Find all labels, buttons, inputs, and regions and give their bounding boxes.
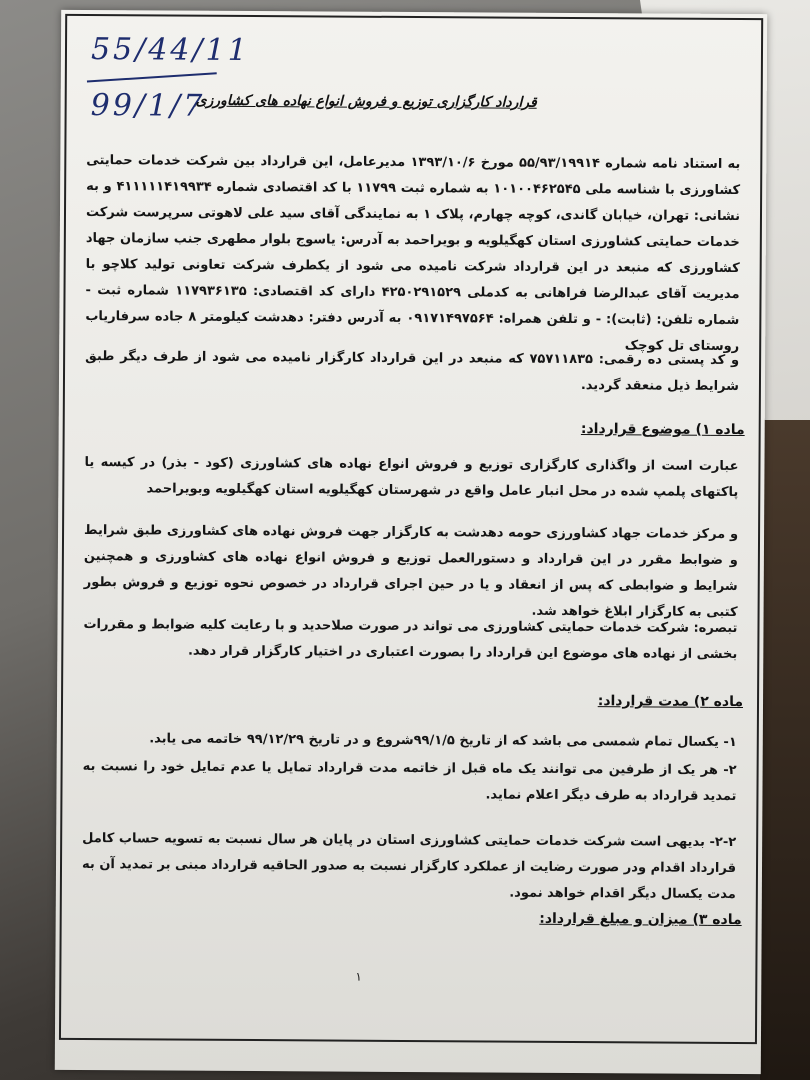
article-2-item-2: ۲- هر یک از طرفین می توانند یک ماه قبل از خاتمه مدت قرارداد تمایل یا عدم تمایل خود را نسبت به تمدید قرارداد به طرف دیگر اعلام نماید. <box>82 758 737 804</box>
article-2-item-2-2: ۲-۲- بدیهی است شرکت خدمات حمایتی کشاورزی استان در پایان هر سال نسبت به تسویه حساب کامل قرارداد اقدام ودر صورت رضایت از عملکرد کارگزار نسبت به صدور الحاقیه قرارداد مبنی بر تمدید آن به مدت یکسال دیگر اقدام خواهد نمود. <box>81 830 737 902</box>
article-1-paragraph-1: عبارت است از واگذاری کارگزاری توزیع و فروش انواع نهاده های کشاورزی (کود - بذر) در کیسه یا پاکتهای پلمپ شده در محل انبار عامل واقع در شهرستان کهگیلویه استان کهگیلویه وبویراحمد <box>84 455 739 500</box>
article-1-paragraph-2: و مرکز خدمات جهاد کشاورزی حومه دهدشت به کارگزار جهت فروش نهاده های کشاورزی طبق شرایط و ضوابط مقرر در این قرارداد و دستورالعمل توزیع و فروش انواع نهاده های کشاورزی و همچنین شرایط و ضوابطی که پس از انعقاد و یا در حین اجرای قرارداد در خصوص نحوه توزیع و فروش بطور کتبی به کارگزار ابلاغ خواهد شد. <box>83 523 739 620</box>
article-1-note: تبصره: شرکت خدمات حمایتی کشاورزی می تواند در صورت صلاحدید و با رعایت کلیه ضوابط و مقررات بخشی از نهاده های موضوع این قرارداد را بصورت اعتباری در اختیار کارگزار قرار دهد. <box>83 617 738 662</box>
intro-paragraph: به استناد نامه شماره ۵۵/۹۳/۱۹۹۱۴ مورخ ۱۳۹۳/۱۰/۶ مدیرعامل، این قرارداد بین شرکت خدمات حمایتی کشاورزی با شناسه ملی ۱۰۱۰۰۴۶۲۵۴۵ به شماره ثبت ۱۱۷۹۹ با کد اقتصادی شماره ۴۱۱۱۱۱۴۱۹۹۳۴ و به نشانی: تهران، خیابان گاندی، کوچه چهارم، پلاک ۱ به نمایندگی آقای سید علی لاهوتی سرپرست شرکت خدمات حمایتی کشاورزی استان کهگیلویه و بویراحمد به آدرس: یاسوج بلوار مطهری جنب سازمان جهاد کشاورزی که منبعد در این قرارداد شرکت نامیده می شود از یکطرف شرکت تعاونی تولید کلاچو با مدیریت آقای عبدالرضا فراهانی به کدملی ۴۲۵۰۲۹۱۵۲۹ دارای کد اقتصادی: ۱۱۷۹۳۶۱۳۵ شماره ثبت - شماره تلفن: (ثابت): - و تلفن همراه: ۰۹۱۷۱۴۹۷۵۶۴ به آدرس دفتر: دهدشت کیلومتر ۸ جاده سرفاریاب روستای تل کوچک <box>85 153 741 355</box>
page-number: ۱ <box>355 969 362 984</box>
article-2-item-1: ۱- یکسال تمام شمسی می باشد که از تاریخ ۹۹/۱/۵شروع و در تاریخ ۹۹/۱۲/۲۹ خاتمه می یابد. <box>149 731 737 750</box>
article-3-heading: ماده ۳) میزان و مبلغ قرارداد: <box>539 910 742 929</box>
background-surface <box>760 420 810 1080</box>
handwritten-number-2: 99/1/7 <box>90 88 206 124</box>
contract-title: قرارداد کارگزاری توزیع و فروش انواع نهاده های کشاورزی <box>195 92 537 111</box>
contract-page <box>55 10 767 1074</box>
intro-postal-paragraph: و کد پستی ده رقمی: ۷۵۷۱۱۸۳۵ که منبعد در این قرارداد کارگزار نامیده می شود از طرف دیگر طبق شرایط ذیل منعقد گردید. <box>85 349 740 395</box>
article-2-heading: ماده ۲) مدت قرارداد: <box>597 693 744 711</box>
article-1-heading: ماده ۱) موضوع قرارداد: <box>580 421 745 439</box>
handwritten-number-1: 55/44/11 <box>90 32 250 69</box>
